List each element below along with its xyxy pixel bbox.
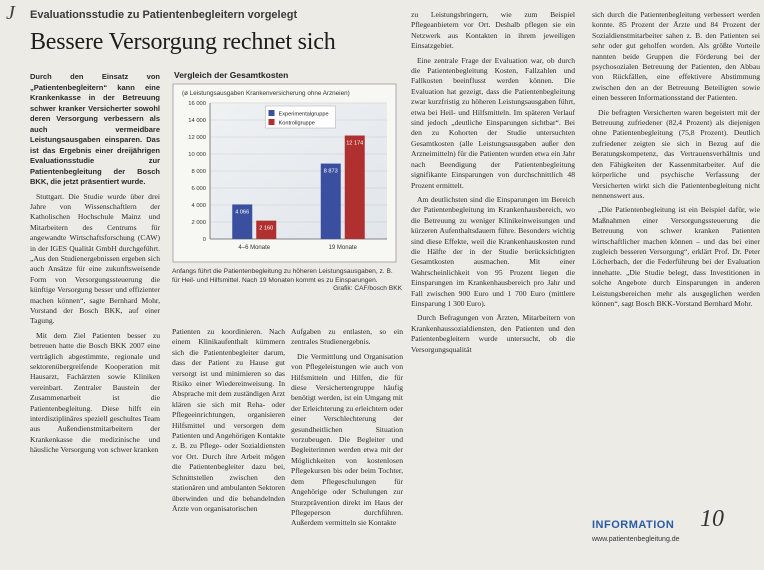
bar-value-label: 12 174 xyxy=(346,140,364,147)
paragraph: Die Vermittlung und Organisation von Pflegeleistungen wie auch von Hilfsmitteln und Hilfen, die für diese Versichertengruppe häufig benötigt werden, ist ein Umgang mit der Erleichterung zu erleichtern oder einer Verschlechterung der gesundheitlichen Situation vorzubeugen. Die Begleiter und Begleiterinnen werden etwa mit der Möglichkeiten von kostenlosen Pflegekursen bis oder beim Tochter, dem Pflegeschulungen für Angehörige oder Schulungen zur Sturzprävention direkt im Haus der Pflegeperson durchführen. Außerdem vermitteln sie Kontakte xyxy=(291,351,403,528)
y-tick-label: 16 000 xyxy=(188,101,206,107)
column-5 xyxy=(592,10,760,515)
legend-swatch xyxy=(269,119,275,125)
y-tick-label: 2 000 xyxy=(191,220,206,226)
paragraph: Patienten zu koordinieren. Nach einem Klinikaufenthalt kümmern sich die Patientenbegleiter darum, dass der Patient zu Hause gut versorgt ist und minimieren so das Risiko einer Wiedereinweisung. In Absprache mit dem zuständigen Arzt klären sie sich mit Reha- oder Pflegeeinrichtungen, organisieren Hilfsmittel und versorgen dem Patienten und Angehörigen Kontakte z. B. zu Pflege- oder Sozialdiensten vor Ort. Durch ihre Arbeit mögen die Patientenbegleiter dazu bei, Schnittstellen zwischen den stationären und ambulanten Sektoren überwinden und die behandelnden Ärzte von organisatorischen xyxy=(172,327,285,513)
kicker: Evaluationsstudie zu Patientenbegleitern vorgelegt xyxy=(30,9,298,21)
paragraph: Mit dem Ziel Patienten besser zu betreuen hatte die Bosch BKK 2007 eine verträglich abgestimmte, regionale und sektorenübergreifende Kooperation mit Hausarzt, Fachärzten sowie Kliniken vereinbart. Zentraler Baustein der Zusammenarbeit ist die Patientenbegleitung. Diese hilft ein interdisziplinäres speziell geschultes Team aus Außendienstmitarbeitern der Krankenkasse die medizinische und häusliche Versorgung von schwer kranken xyxy=(30,330,160,455)
paragraph: Die befragten Versicherten waren begeistert mit der Betreuung zufriedener (82,4 Prozent) als diejenigen ohne Patientenbegleitung (75,8 Prozent). Deutlich zufriedener zeigten sie sich in Bezug auf die Beratungskompetenz, das Vertrauensverhältnis und den Fähigkeiten der Kassenmitarbeiter. Auf die körperliche und psychische Verfassung der Versicherten wirkt sich die Patientenbegleitung nicht nennenswert aus. xyxy=(592,107,760,200)
paragraph: zu Leistungsbringern, wie zum Beispiel Pflegeanbietern vor Ort. Deshalb pflegen sie ein Netzwerk aus Kontakten in ihrem jeweiligen Einsatzgebiet. xyxy=(411,10,575,51)
chart-subtitle: (ø Leistungsausgaben Krankenversicherung ohne Arzneien) xyxy=(182,90,350,97)
paragraph: Stuttgart. Die Studie wurde über drei Jahre von Wissenschaftlern der Katholischen Hochschule Mainz und Mitarbeitern des Centrums für angewandte Wirtschaftsforschung (CAW) in der IGES Qualität GmbH durchgeführt. „Aus den Studienergebnissen ergeben sich auch Ansätze für eine zukunftsweisende Form von Versorgungssteuerung die künftige Versorgung besser und effizienter machen können“, sagte Bernhard Mohr, Vorstand der Bosch BKK, auf einer Tagung. xyxy=(30,191,160,326)
paragraph: „Die Patientenbegleitung ist ein Beispiel dafür, wie Maßnahmen einer Versorgungssteuerung die Betreuung von schwer kranken Patienten wirtschaftlicher machen können – und das bei einer zugleich besseren Versorgung“, erklärt Prof. Dr. Peter Löcherbach, der die Federführung bei der Evaluation innehatte. „Die Studie belegt, dass Investitionen in solche Angebote durch Einsparungen in anderen Leistungsbereichen mehr als ausgeglichen werden können“, sagt Bosch BKK-Vorstand Bernhard Mohr. xyxy=(592,205,760,308)
headline: Bessere Versorgung rechnet sich xyxy=(30,29,336,55)
bar-value-label: 8 873 xyxy=(323,168,338,175)
column-1 xyxy=(30,72,160,567)
information-label: INFORMATION xyxy=(592,519,675,531)
lead-paragraph: Durch den Einsatz von „Patientenbegleitern“ kann eine Krankenkasse in der Betreuung schwer kranker Versicherter sowohl deren Versorgung verbessern als auch vermeidbare Leistungsausgaben einsparen. Das ist das Ergebnis einer dreijährigen Evaluationsstudie zur Patientenbegleitung der Bosch BKK, die jetzt präsentiert wurde. xyxy=(30,72,160,186)
caption-source: Grafik: CAF/bosch BKK xyxy=(333,285,402,293)
caption-text: Anfangs führt die Patientenbegleitung zu höheren Leistungsausgaben, z. B. für Heil- und Hilfsmittel. Nach 19 Monaten kommt es zu Einsparungen. xyxy=(172,268,393,284)
paragraph: Aufgaben zu entlasten, so ein zentrales Studienergebnis. xyxy=(291,327,403,347)
page-number: 10 xyxy=(700,506,724,532)
y-tick-label: 4 000 xyxy=(191,203,206,209)
chart-title: Vergleich der Gesamtkosten xyxy=(174,70,289,80)
y-tick-label: 10 000 xyxy=(188,152,206,158)
y-tick-label: 0 xyxy=(202,237,206,243)
bar xyxy=(345,136,365,239)
legend-swatch xyxy=(269,110,275,116)
paragraph: Eine zentrale Frage der Evaluation war, ob durch die Patientenbegleitung Kosten, Fallzahlen und Fallkosten beeinflusst werden können. Die Evaluation hat gezeigt, dass die Patientenbegleitung zwar kurzfristig zu höheren Leistungsausgaben führt, etwa bei Heil- und Hilfsmitteln. Im späteren Verlauf sind jedoch „deutliche Einsparungen sichtbar“. Bei den zu Kohorten der Studie untersuchten Gesamtkosten (alle Leistungsausgaben außer den Arzneimitteln) für die Patienten wurden etwa ein Jahr nach Beendigung der Patientenbegleitung signifikante Einsparungen von durchschnittlich 48 Prozent ermittelt. xyxy=(411,55,575,190)
bar-value-label: 2 160 xyxy=(259,225,274,232)
x-tick-label: 19 Monate xyxy=(328,245,357,251)
column-3 xyxy=(291,327,403,567)
legend-entry: Kontrollgruppe xyxy=(278,120,315,127)
y-tick-label: 8 000 xyxy=(191,169,206,175)
y-tick-label: 6 000 xyxy=(191,186,206,192)
handwritten-mark: J xyxy=(6,2,15,24)
chart-svg xyxy=(172,83,397,263)
bar-value-label: 4 066 xyxy=(235,209,250,216)
paragraph: sich durch die Patientenbegleitung verbessert werden konnte. 85 Prozent der Ärzte und 84 Prozent der Sozialdienstmitarbeiter sahen z. B. den Patienten sei sehr oder gut geholfen worden. Als größte Vorteile nannten beide Gruppen die Förderung bei der psychosozialen Betreuung der Patienten, den Abbau von Rückfällen, eine effektivere Abstimmung zwischen den an der Betreuung Beteiligten sowie einen besseren Informationsstand der Patienten. xyxy=(592,10,760,103)
y-tick-label: 14 000 xyxy=(188,118,206,124)
information-url[interactable]: www.patientenbegleitung.de xyxy=(592,536,680,543)
x-tick-label: 4–6 Monate xyxy=(238,245,271,251)
legend-entry: Experimentalgruppe xyxy=(278,111,329,118)
y-tick-label: 12 000 xyxy=(188,135,206,141)
paragraph: Am deutlichsten sind die Einsparungen im Bereich der Patientenbegleitung im Krankenhausbereich, wo die Betreuung zu weniger Klinikeinweisungen und kürzeren Aufenthaltsdauern führe. Besonders wichtig sind diese Effekte, weil die Krankenhauskosten rund die Hälfte der in der Studie berücksichtigten Gesamtkosten ausmachen. Mit einer Wahrscheinlichkeit von 95 Prozent liegen die Einsparungen im Krankenhausbereich pro Jahr und Fall zwischen 900 Euro und 1 700 Euro (mittlere Einsparung 1 300 Euro). xyxy=(411,194,575,308)
bar xyxy=(321,164,341,239)
chart-caption xyxy=(172,268,402,294)
paragraph: Durch Befragungen von Ärzten, Mitarbeitern von Krankenhaussozialdiensten, den Patienten und den Patientenbegleitern wurde untersucht, ob die Versorgungsqualität xyxy=(411,313,575,354)
column-4 xyxy=(411,10,575,567)
column-2 xyxy=(172,327,285,567)
